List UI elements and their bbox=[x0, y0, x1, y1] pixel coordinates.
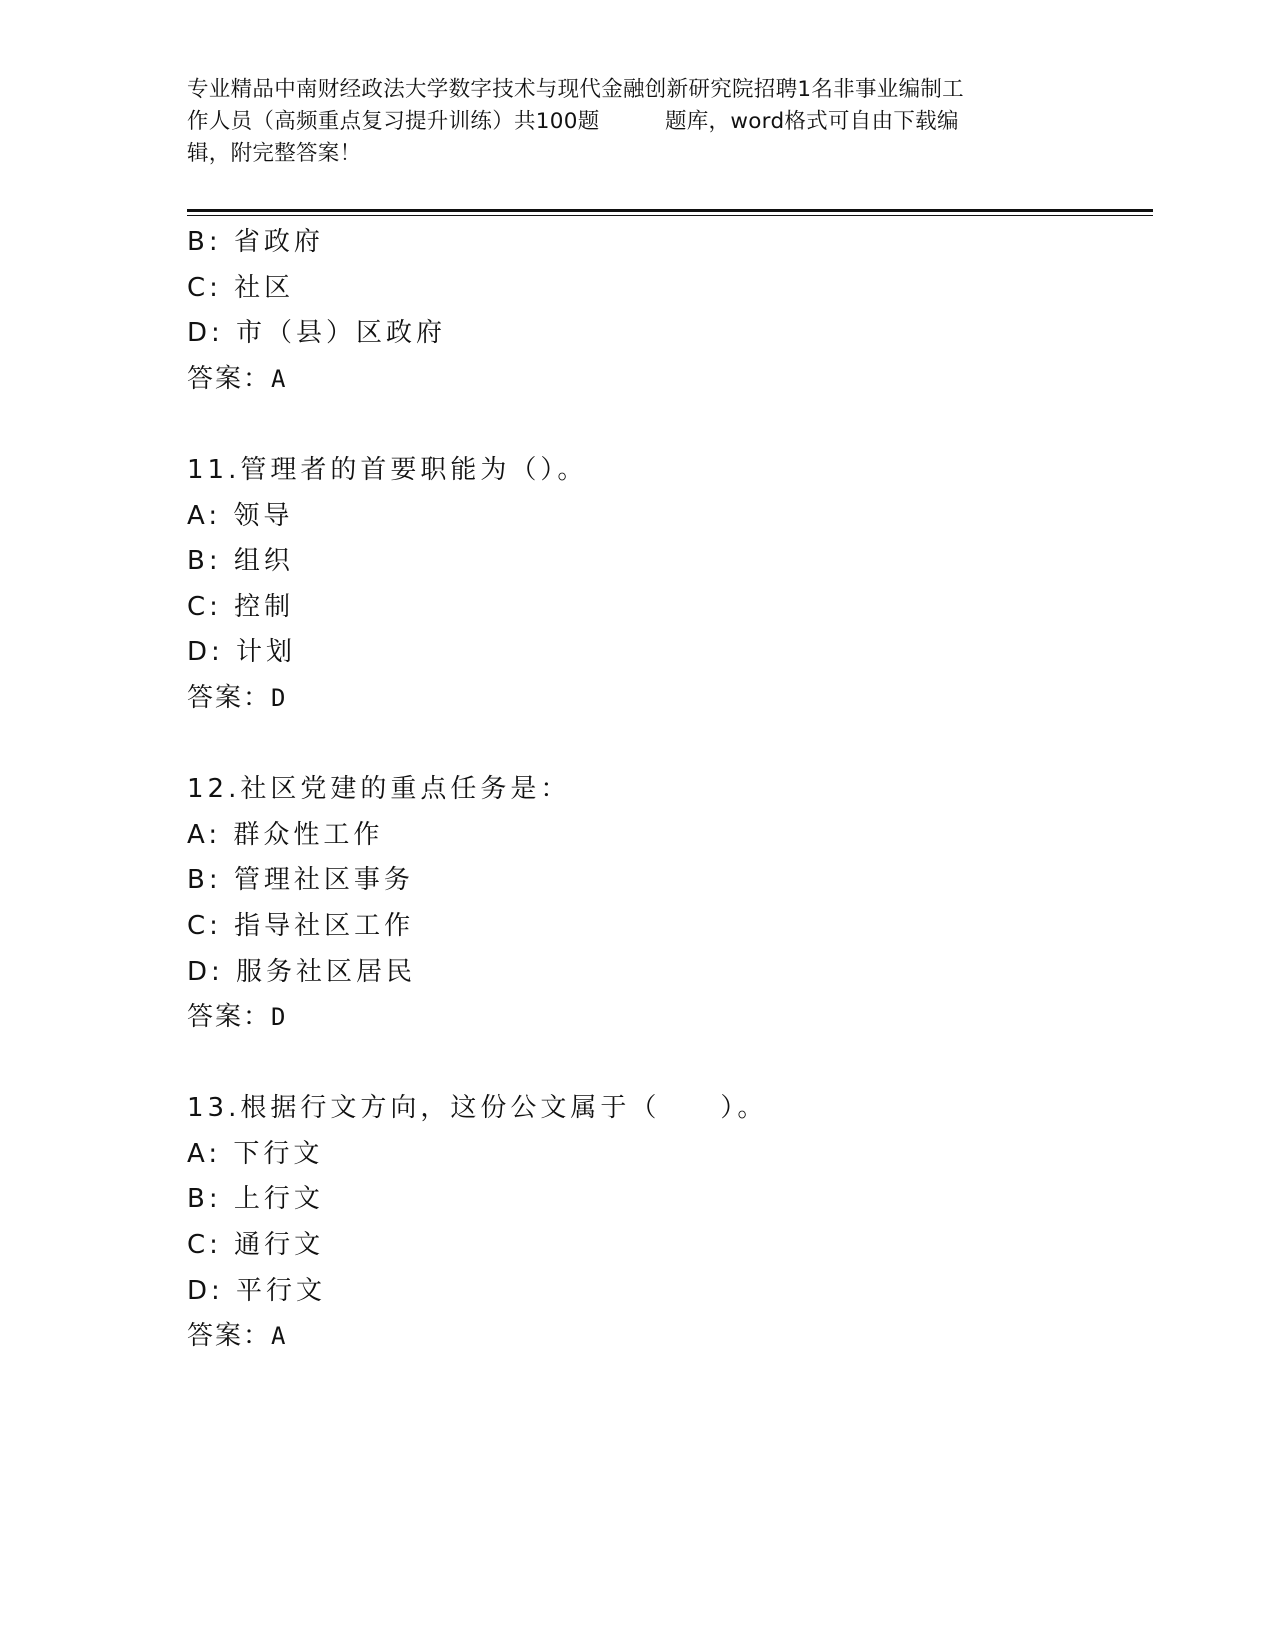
question-11 bbox=[187, 448, 1153, 722]
question-12 bbox=[187, 767, 1153, 1041]
answer-line bbox=[187, 995, 1153, 1041]
answer-value: D bbox=[271, 1003, 288, 1032]
option-b: B: 省政府 bbox=[187, 227, 324, 257]
answer-label: 答案： bbox=[187, 682, 272, 713]
option-a: A: 群众性工作 bbox=[187, 819, 384, 850]
option-c: C: 通行文 bbox=[187, 1230, 325, 1261]
option-d: D: 服务社区居民 bbox=[187, 956, 417, 987]
question-stem: 12.社区党建的重点任务是： bbox=[187, 774, 571, 805]
header-divider-thin bbox=[187, 215, 1153, 216]
answer-value: D bbox=[271, 683, 288, 712]
option-d: D: 计划 bbox=[187, 637, 297, 668]
option-b: B: 上行文 bbox=[187, 1184, 324, 1215]
question-13 bbox=[187, 1086, 1153, 1360]
answer-label: 答案： bbox=[187, 363, 272, 394]
answer-line bbox=[187, 1314, 1153, 1360]
option-b: B: 组织 bbox=[187, 546, 294, 577]
option-b: B: 管理社区事务 bbox=[187, 865, 414, 896]
question-list bbox=[187, 220, 1153, 1360]
spacer bbox=[187, 722, 1153, 768]
spacer bbox=[187, 1041, 1153, 1087]
option-c: C: 指导社区工作 bbox=[187, 910, 415, 941]
answer-line bbox=[187, 357, 1153, 403]
answer-label: 答案： bbox=[187, 1002, 272, 1033]
option-d: D: 平行文 bbox=[187, 1275, 327, 1306]
header-line-3: 辑，附完整答案！ bbox=[187, 141, 362, 166]
question-stem: 13.根据行文方向，这份公文属于（ ）。 bbox=[187, 1093, 768, 1124]
question-stem: 11.管理者的首要职能为（）。 bbox=[187, 454, 588, 485]
option-a: A: 领导 bbox=[187, 500, 294, 531]
option-c: C: 社区 bbox=[187, 272, 295, 303]
spacer bbox=[187, 402, 1153, 448]
header-line-1: 专业精品中南财经政法大学数字技术与现代金融创新研究院招聘1名非事业编制工 bbox=[187, 77, 964, 102]
answer-line bbox=[187, 676, 1153, 722]
answer-label: 答案： bbox=[187, 1321, 272, 1352]
option-c: C: 控制 bbox=[187, 591, 295, 622]
document-header bbox=[187, 74, 1087, 170]
header-divider-thick bbox=[187, 209, 1153, 212]
header-line-2: 作人员（高频重点复习提升训练）共100题 题库，word格式可自由下载编 bbox=[187, 109, 959, 134]
option-d: D: 市（县）区政府 bbox=[187, 318, 447, 349]
option-a: A: 下行文 bbox=[187, 1138, 324, 1169]
answer-value: A bbox=[271, 364, 288, 393]
question-continued bbox=[187, 220, 1153, 402]
answer-value: A bbox=[271, 1322, 288, 1351]
